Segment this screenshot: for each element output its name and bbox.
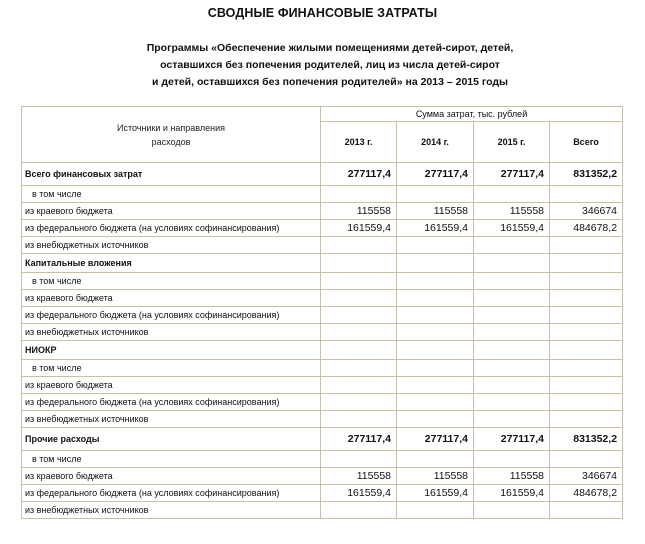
value-cell [474, 502, 550, 519]
value-cell [397, 254, 474, 273]
value-cell [321, 341, 397, 360]
value-cell [321, 307, 397, 324]
value-cell: 831352,2 [550, 163, 623, 186]
value-cell [550, 451, 623, 468]
value-cell [474, 290, 550, 307]
year-header-2013: 2013 г. [321, 122, 397, 163]
value-cell: 161559,4 [397, 220, 474, 237]
table-row [22, 186, 623, 203]
value-cell: 115558 [321, 203, 397, 220]
value-cell [397, 237, 474, 254]
table-row [22, 451, 623, 468]
table-row [22, 411, 623, 428]
table-row [22, 485, 623, 502]
value-cell [321, 451, 397, 468]
value-cell [550, 290, 623, 307]
table-row [22, 468, 623, 485]
row-label: из внебюджетных источников [22, 502, 321, 519]
year-header-2015: 2015 г. [474, 122, 550, 163]
value-cell [397, 324, 474, 341]
row-label: в том числе [22, 186, 321, 203]
value-cell [474, 254, 550, 273]
table-row [22, 290, 623, 307]
value-cell [550, 186, 623, 203]
row-label: из краевого бюджета [22, 290, 321, 307]
subtitle-line-3: и детей, оставшихся без попечения родителей» на 2013 – 2015 годы [151, 76, 509, 88]
value-cell [321, 411, 397, 428]
table-row [22, 307, 623, 324]
value-cell: 115558 [474, 203, 550, 220]
value-cell: 831352,2 [550, 428, 623, 451]
table-row [22, 324, 623, 341]
table-row [22, 377, 623, 394]
value-cell: 115558 [474, 468, 550, 485]
value-cell [397, 186, 474, 203]
value-cell: 277117,4 [474, 428, 550, 451]
value-cell [550, 377, 623, 394]
table-row [22, 254, 623, 273]
value-cell [397, 377, 474, 394]
value-cell [474, 237, 550, 254]
source-header-line-2: расходов [151, 136, 191, 147]
row-label: в том числе [22, 451, 321, 468]
value-cell: 346674 [550, 468, 623, 485]
year-header-2014: 2014 г. [397, 122, 474, 163]
value-cell [397, 411, 474, 428]
value-cell [550, 324, 623, 341]
value-cell [321, 254, 397, 273]
value-cell [321, 324, 397, 341]
value-cell [550, 411, 623, 428]
value-cell [550, 341, 623, 360]
value-cell [474, 360, 550, 377]
value-cell [397, 394, 474, 411]
source-header-line-1: Источники и направления [116, 122, 226, 133]
row-label: из федерального бюджета (на условиях софинансирования) [22, 485, 321, 502]
subtitle-line-2: оставшихся без попечения родителей, лиц из числа детей-сирот [160, 59, 500, 71]
row-label: в том числе [22, 360, 321, 377]
row-label: НИОКР [22, 341, 321, 360]
row-label: Капитальные вложения [22, 254, 321, 273]
value-cell [550, 254, 623, 273]
subtitle-line-1: Программы «Обеспечение жилыми помещениями детей-сирот, детей, [146, 42, 514, 54]
value-cell: 161559,4 [321, 220, 397, 237]
sum-column-header: Сумма затрат, тыс. рублей [321, 107, 623, 122]
value-cell [550, 502, 623, 519]
value-cell [474, 273, 550, 290]
value-cell [474, 394, 550, 411]
year-header-total: Всего [550, 122, 623, 163]
row-label: из федерального бюджета (на условиях софинансирования) [22, 220, 321, 237]
value-cell: 161559,4 [397, 485, 474, 502]
value-cell [550, 307, 623, 324]
value-cell [474, 186, 550, 203]
value-cell [321, 360, 397, 377]
value-cell [397, 502, 474, 519]
value-cell: 115558 [321, 468, 397, 485]
value-cell [474, 451, 550, 468]
table-row [22, 273, 623, 290]
value-cell [397, 451, 474, 468]
value-cell [474, 324, 550, 341]
value-cell: 346674 [550, 203, 623, 220]
value-cell [397, 307, 474, 324]
source-column-header [22, 107, 321, 163]
row-label: из краевого бюджета [22, 203, 321, 220]
value-cell [321, 377, 397, 394]
value-cell: 161559,4 [474, 485, 550, 502]
value-cell [321, 237, 397, 254]
table-row [22, 394, 623, 411]
value-cell: 277117,4 [321, 163, 397, 186]
value-cell [321, 273, 397, 290]
row-label: из внебюджетных источников [22, 237, 321, 254]
row-label: из краевого бюджета [22, 468, 321, 485]
financial-costs-table [21, 106, 623, 519]
table-header-row-top [22, 107, 623, 122]
table-row [22, 428, 623, 451]
value-cell [321, 502, 397, 519]
row-label: из внебюджетных источников [22, 411, 321, 428]
table-row [22, 163, 623, 186]
value-cell [550, 273, 623, 290]
value-cell [397, 341, 474, 360]
value-cell [397, 360, 474, 377]
value-cell [397, 290, 474, 307]
row-label: Прочие расходы [22, 428, 321, 451]
value-cell: 161559,4 [321, 485, 397, 502]
value-cell: 161559,4 [474, 220, 550, 237]
row-label: из краевого бюджета [22, 377, 321, 394]
value-cell [397, 273, 474, 290]
table-row [22, 237, 623, 254]
table-row [22, 203, 623, 220]
value-cell: 277117,4 [397, 163, 474, 186]
value-cell: 115558 [397, 203, 474, 220]
row-label: Всего финансовых затрат [22, 163, 321, 186]
value-cell [474, 411, 550, 428]
table-row [22, 220, 623, 237]
row-label: из федерального бюджета (на условиях софинансирования) [22, 307, 321, 324]
row-label: из федерального бюджета (на условиях софинансирования) [22, 394, 321, 411]
row-label: в том числе [22, 273, 321, 290]
value-cell: 277117,4 [321, 428, 397, 451]
value-cell [474, 307, 550, 324]
value-cell: 484678,2 [550, 485, 623, 502]
table-row [22, 360, 623, 377]
value-cell [474, 377, 550, 394]
value-cell: 484678,2 [550, 220, 623, 237]
value-cell: 115558 [397, 468, 474, 485]
document-subtitle [110, 40, 550, 91]
value-cell [321, 394, 397, 411]
value-cell [321, 290, 397, 307]
document-title: СВОДНЫЕ ФИНАНСОВЫЕ ЗАТРАТЫ [207, 6, 438, 20]
value-cell [550, 237, 623, 254]
value-cell [550, 360, 623, 377]
value-cell [321, 186, 397, 203]
value-cell [474, 341, 550, 360]
value-cell: 277117,4 [474, 163, 550, 186]
value-cell: 277117,4 [397, 428, 474, 451]
table-row [22, 502, 623, 519]
table-row [22, 341, 623, 360]
value-cell [550, 394, 623, 411]
row-label: из внебюджетных источников [22, 324, 321, 341]
